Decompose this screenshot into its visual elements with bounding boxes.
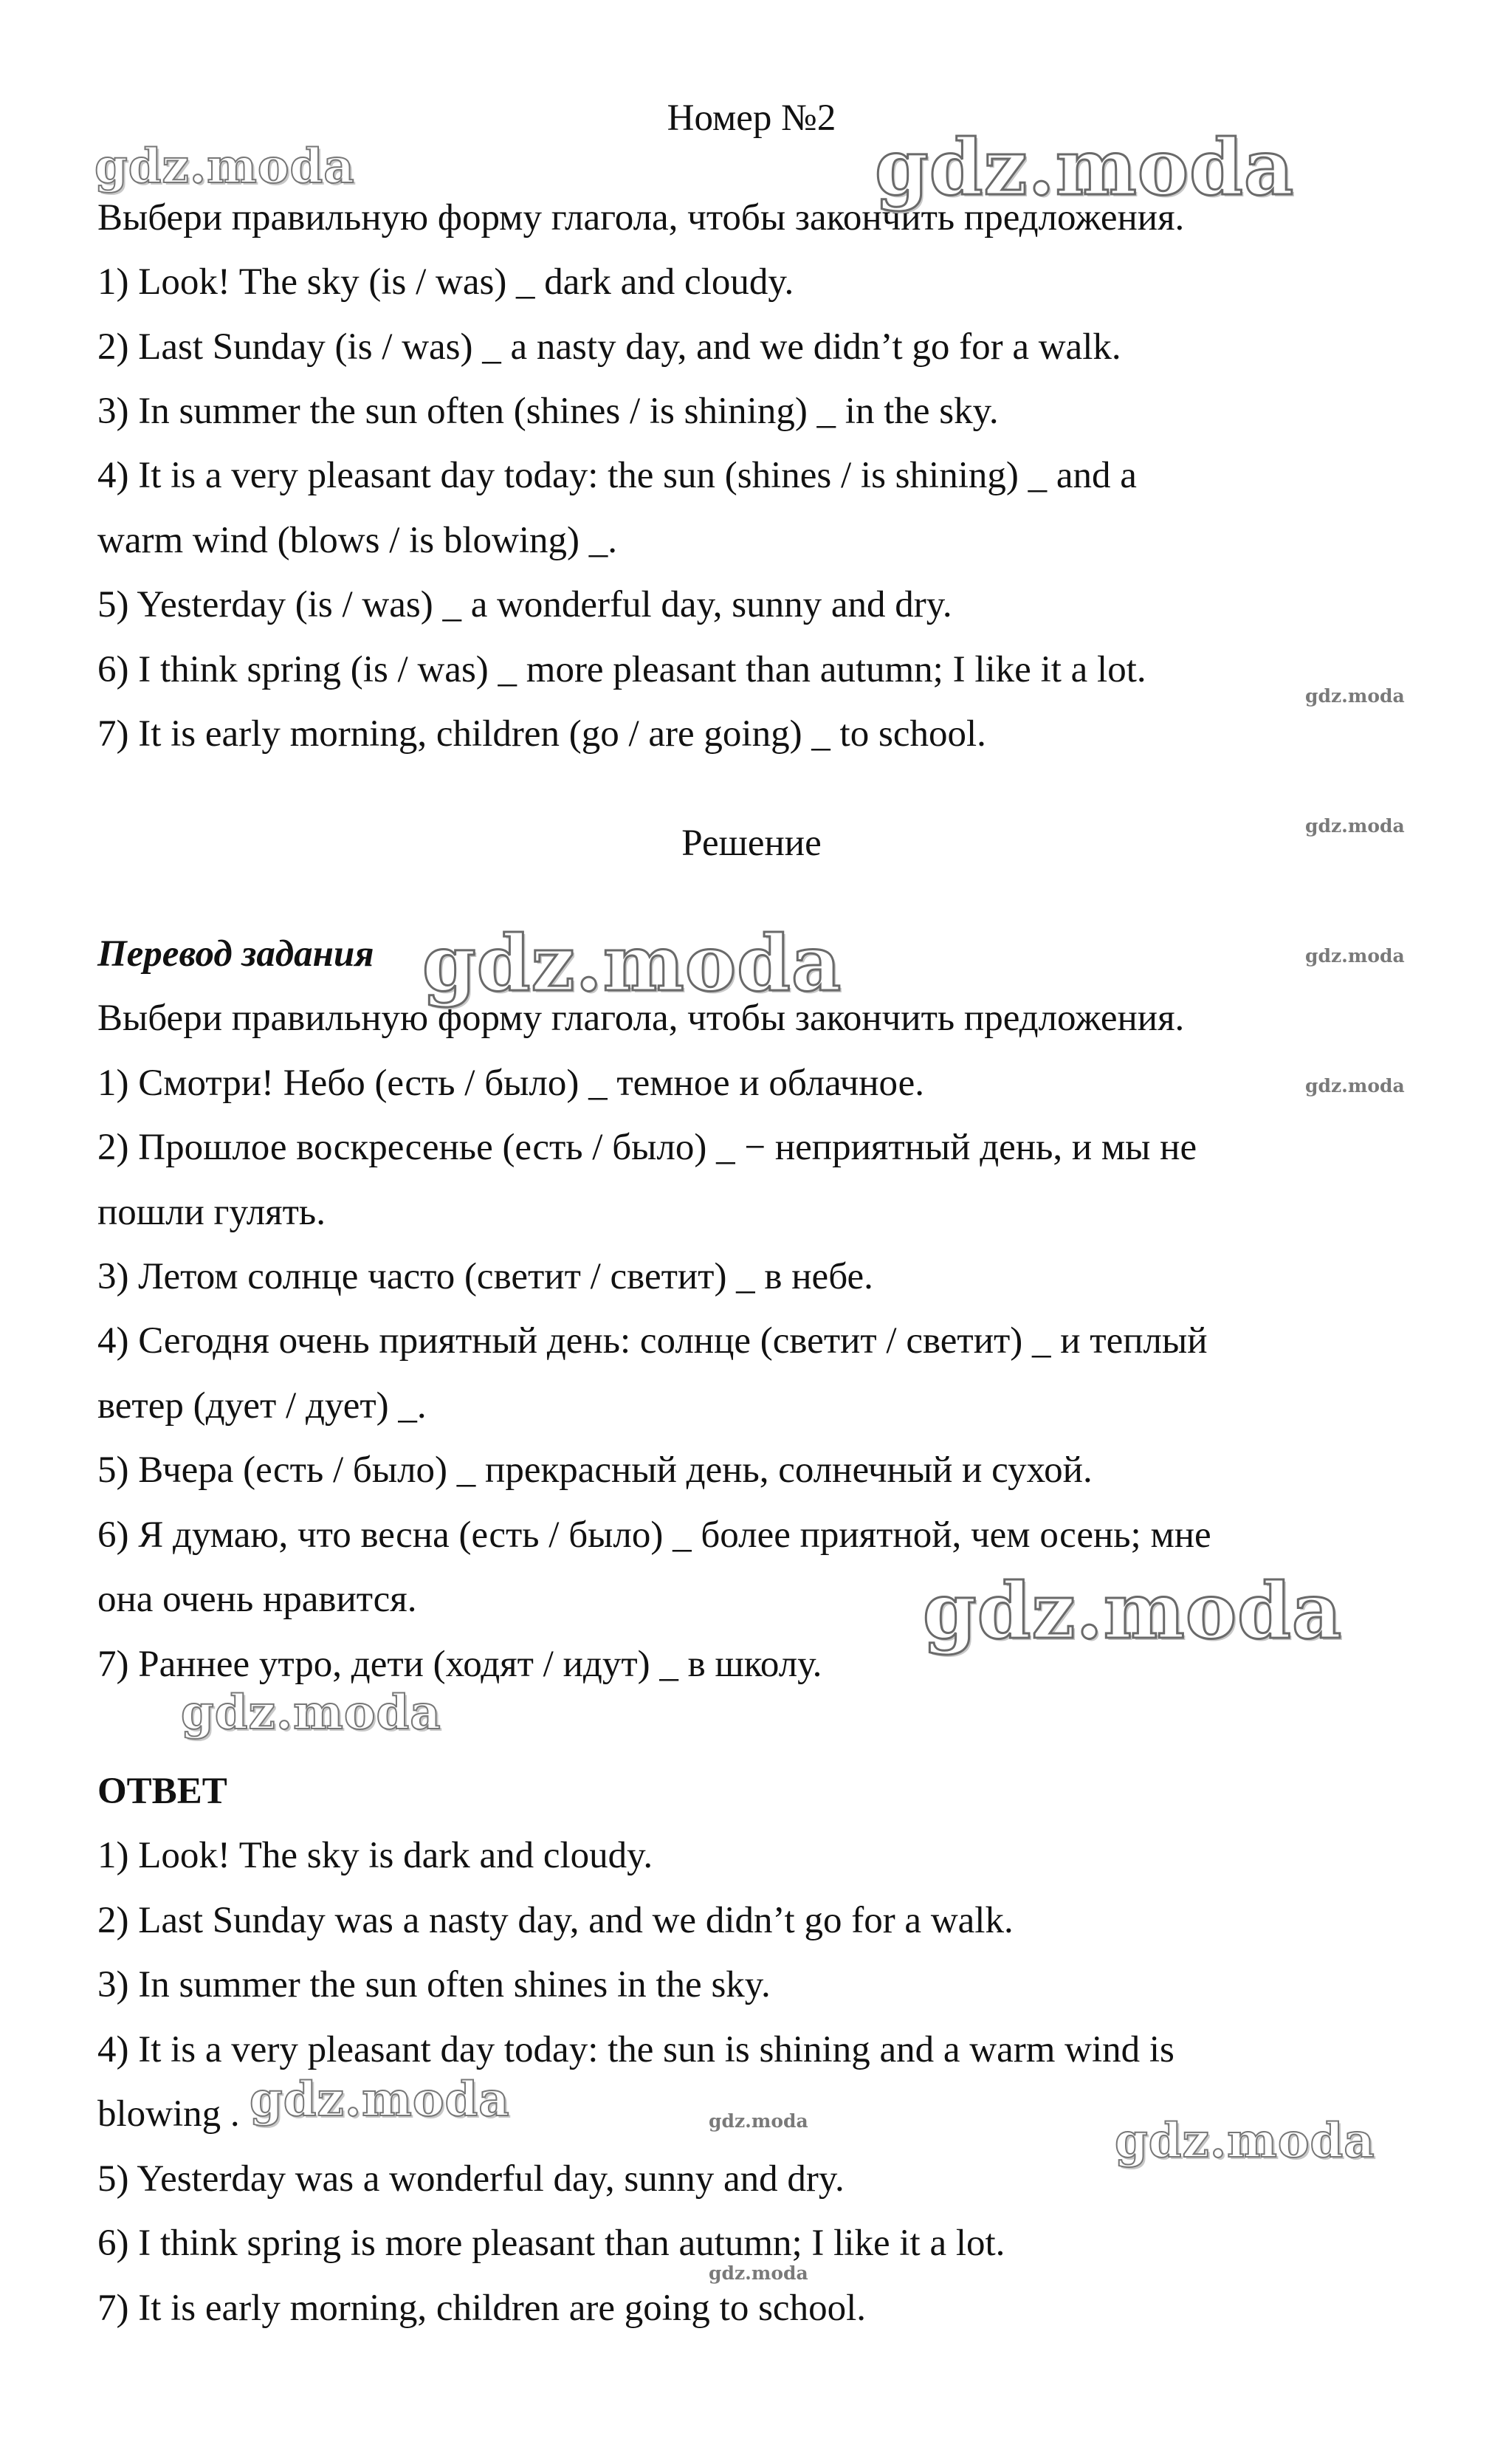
task-instruction: Выбери правильную форму глагола, чтобы закончить предложения. <box>97 197 1185 238</box>
task-line: 2) Last Sunday (is / was) _ a nasty day, and we didn’t go for a walk. <box>97 326 1121 368</box>
answer-line: 6) I think spring is more pleasant than autumn; I like it a lot. <box>97 2223 1005 2264</box>
watermark: gdz.moda <box>1305 815 1405 837</box>
translation-line: ветер (дует / дует) _. <box>97 1385 427 1427</box>
translation-heading: Перевод задания <box>97 933 374 975</box>
translation-instruction: Выбери правильную форму глагола, чтобы закончить предложения. <box>97 998 1185 1039</box>
translation-line: 2) Прошлое воскресенье (есть / было) _ − неприятный день, и мы не <box>97 1127 1197 1168</box>
translation-line: 5) Вчера (есть / было) _ прекрасный день, солнечный и сухой. <box>97 1449 1093 1491</box>
translation-line: 1) Смотри! Небо (есть / было) _ темное и облачное. <box>97 1063 925 1104</box>
page-title: Номер №2 <box>667 97 836 139</box>
translation-line: 6) Я думаю, что весна (есть / было) _ более приятной, чем осень; мне <box>97 1514 1211 1556</box>
task-line: 1) Look! The sky (is / was) _ dark and cloudy. <box>97 261 794 303</box>
watermark: gdz.moda <box>875 122 1295 213</box>
watermark: gdz.moda <box>181 1685 441 1740</box>
answer-line: blowing . <box>97 2093 240 2135</box>
answer-heading: ОТВЕТ <box>97 1771 227 1812</box>
watermark: gdz.moda <box>709 2110 808 2132</box>
task-line: 6) I think spring (is / was) _ more pleasant than autumn; I like it a lot. <box>97 649 1146 690</box>
translation-line: 4) Сегодня очень приятный день: солнце (светит / светит) _ и теплый <box>97 1320 1208 1362</box>
watermark: gdz.moda <box>250 2072 510 2127</box>
answer-line: 3) In summer the sun often shines in the sky. <box>97 1964 771 2005</box>
solution-heading: Решение <box>681 823 822 864</box>
translation-line: 3) Летом солнце часто (светит / светит) _ в небе. <box>97 1256 873 1297</box>
task-line: warm wind (blows / is blowing) _. <box>97 520 618 561</box>
task-line: 7) It is early morning, children (go / are going) _ to school. <box>97 713 986 755</box>
answer-line: 1) Look! The sky is dark and cloudy. <box>97 1835 653 1876</box>
task-line: 4) It is a very pleasant day today: the sun (shines / is shining) _ and a <box>97 455 1137 496</box>
watermark: gdz.moda <box>1305 685 1405 707</box>
watermark: gdz.moda <box>923 1565 1343 1656</box>
watermark: gdz.moda <box>1305 1075 1405 1097</box>
watermark: gdz.moda <box>1115 2113 1375 2169</box>
task-line: 5) Yesterday (is / was) _ a wonderful day, sunny and dry. <box>97 584 952 625</box>
watermark: gdz.moda <box>1305 945 1405 967</box>
translation-line: пошли гулять. <box>97 1192 326 1233</box>
watermark: gdz.moda <box>709 2262 808 2284</box>
translation-line: 7) Раннее утро, дети (ходят / идут) _ в школу. <box>97 1644 822 1685</box>
translation-line: она очень нравится. <box>97 1579 417 1620</box>
answer-line: 5) Yesterday was a wonderful day, sunny and dry. <box>97 2158 845 2200</box>
answer-line: 2) Last Sunday was a nasty day, and we didn’t go for a walk. <box>97 1900 1014 1941</box>
task-line: 3) In summer the sun often (shines / is shining) _ in the sky. <box>97 391 999 432</box>
answer-line: 4) It is a very pleasant day today: the sun is shining and a warm wind is <box>97 2029 1174 2070</box>
watermark: gdz.moda <box>422 918 842 1009</box>
answer-line: 7) It is early morning, children are going to school. <box>97 2288 866 2329</box>
watermark: gdz.moda <box>94 139 355 194</box>
